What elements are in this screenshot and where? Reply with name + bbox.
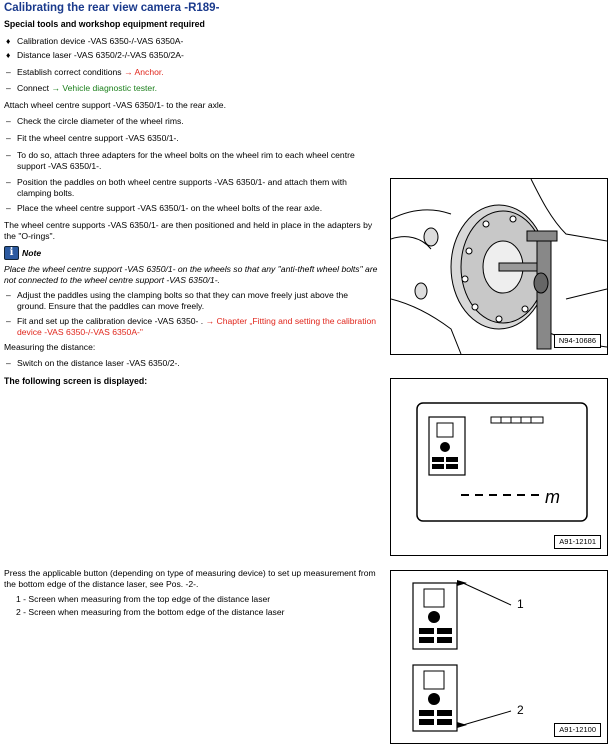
figure-label: N94-10686 xyxy=(554,334,601,348)
info-icon: i xyxy=(4,246,19,260)
tool-item-text: Calibration device -VAS 6350-/-VAS 6350A- xyxy=(17,36,184,46)
positions-figure xyxy=(390,570,608,744)
bullet: ♦ xyxy=(6,36,11,46)
press-text: Press the applicable button (depending on type of measuring device) to set up measurement from the bottom edge of the distance laser, see Pos. -2-. xyxy=(4,568,376,589)
diagnostic-tester-link[interactable]: → Vehicle diagnostic tester. xyxy=(51,83,157,93)
figure-label: A91-12101 xyxy=(554,535,601,549)
position-item: 1 - Screen when measuring from the top edge of the distance laser xyxy=(16,594,271,604)
page-title: Calibrating the rear view camera -R189- xyxy=(4,2,220,14)
wheel-support-illustration xyxy=(391,179,607,354)
supports-text: The wheel centre supports -VAS 6350/1- are then positioned and held in place in the adapters by the "O-rings". xyxy=(4,220,373,241)
positions-illustration xyxy=(391,571,607,743)
unit-label: m xyxy=(545,487,560,507)
wheel-support-figure xyxy=(390,178,608,355)
bullet: ♦ xyxy=(6,50,11,60)
measuring-text: Measuring the distance: xyxy=(4,342,96,352)
laser-screen-figure xyxy=(390,378,608,556)
tools-heading: Special tools and workshop equipment required xyxy=(4,19,205,29)
position-item: 2 - Screen when measuring from the bottom edge of the distance laser xyxy=(16,607,285,617)
anchor-link[interactable]: → Anchor. xyxy=(124,67,164,77)
callout-2: 2 xyxy=(517,703,524,717)
tool-item-text: Distance laser -VAS 6350/2-/-VAS 6350/2A- xyxy=(17,50,184,60)
attach-text: Attach wheel centre support -VAS 6350/1- to the rear axle. xyxy=(4,100,226,110)
callout-1: 1 xyxy=(517,597,524,611)
note-label: Note xyxy=(22,248,42,258)
screen-heading: The following screen is displayed: xyxy=(4,376,148,386)
figure-label: A91-12100 xyxy=(554,723,601,737)
note-text: Place the wheel centre support -VAS 6350/1- on the wheels so that any "anti-theft wheel bolts" are not connected to the wheel centre support -VAS 6350/1-. xyxy=(4,264,378,285)
chapter-link[interactable]: → Chapter „Fitting and setting the calibration device -VAS 6350-/-VAS 6350A-" xyxy=(17,316,377,337)
laser-screen-illustration xyxy=(391,379,607,555)
